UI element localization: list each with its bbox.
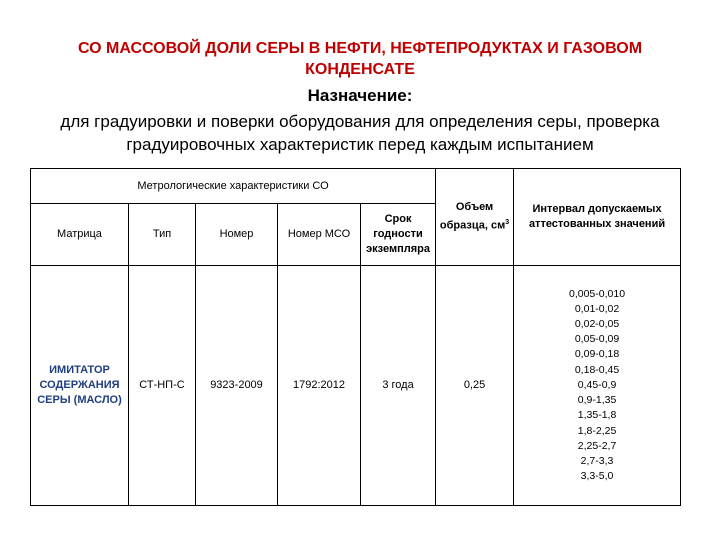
interval-item: 0,9-1,35: [577, 394, 617, 407]
cell-mso-number: 1792:2012: [278, 266, 361, 506]
cell-shelf-life: 3 года: [361, 266, 436, 506]
interval-item: 0,09-0,18: [574, 348, 620, 361]
interval-item: 1,8-2,25: [577, 424, 617, 437]
cell-number: 9323-2009: [196, 266, 278, 506]
cell-intervals: [514, 266, 681, 506]
purpose-label: Назначение:: [307, 86, 413, 105]
col-header-number: Номер: [196, 204, 278, 266]
col-header-shelf-life: Срок годности экземпляра: [361, 204, 436, 266]
interval-item: 3,3-5,0: [580, 470, 614, 483]
col-header-type: Тип: [129, 204, 196, 266]
cell-type: СТ-НП-С: [129, 266, 196, 506]
interval-item: 0,05-0,09: [574, 333, 620, 346]
interval-item: 1,35-1,8: [577, 409, 617, 422]
document-title: СО МАССОВОЙ ДОЛИ СЕРЫ В НЕФТИ, НЕФТЕПРОДУКТАХ И ГАЗОВОМ КОНДЕНСАТЕ: [77, 40, 643, 78]
col-header-mso: Номер МСО: [278, 204, 361, 266]
col-header-matrix: Матрица: [31, 204, 129, 266]
interval-item: 2,25-2,7: [577, 439, 617, 452]
cell-volume: 0,25: [436, 266, 514, 506]
interval-item: 2,7-3,3: [580, 454, 614, 467]
interval-item: 0,02-0,05: [574, 318, 620, 331]
volume-header: [436, 169, 514, 266]
interval-item: 0,18-0,45: [574, 363, 620, 376]
cell-matrix: ИМИТАТОР СОДЕРЖАНИЯ СЕРЫ (МАСЛО): [31, 266, 129, 506]
volume-header-text: Объем образца, см: [439, 201, 506, 232]
group-header: Метрологические характеристики СО: [31, 169, 436, 204]
table-row: [31, 266, 681, 506]
metrology-table: [30, 168, 681, 506]
interval-item: 0,005-0,010: [569, 287, 626, 300]
interval-item: 0,45-0,9: [577, 378, 617, 391]
interval-item: 0,01-0,02: [574, 302, 620, 315]
interval-header: Интервал допускаемых аттестованных значений: [514, 169, 681, 266]
purpose-text: для градуировки и поверки оборудования для определения серы, проверка градуировочных характеристик перед каждым испытанием: [60, 112, 660, 154]
volume-unit-sup: 3: [505, 219, 510, 227]
